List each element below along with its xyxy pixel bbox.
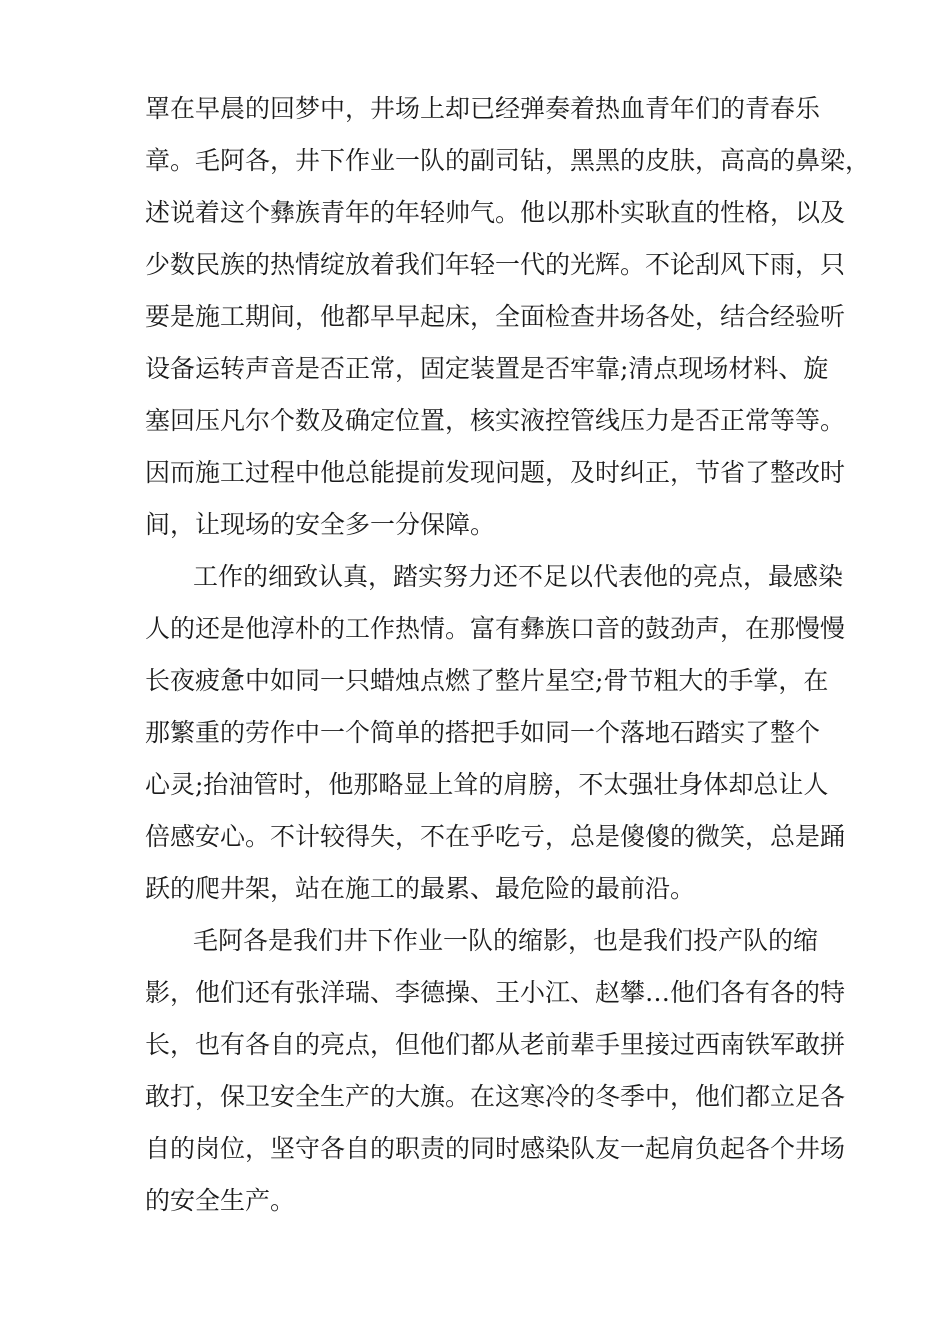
paragraph-1-line-2: 章。毛阿各，井下作业一队的副司钻，黑黑的皮肤，高高的鼻梁， <box>145 146 871 175</box>
paragraph-3-line-3: 长，也有各自的亮点，但他们都从老前辈手里接过西南铁军敢拼 <box>145 1030 846 1059</box>
paragraph-3-line-6: 的安全生产。 <box>145 1186 296 1215</box>
paragraph-1-line-1: 罩在早晨的回梦中，井场上却已经弹奏着热血青年们的青春乐 <box>145 94 821 123</box>
paragraph-2-line-2: 人的还是他淳朴的工作热情。富有彝族口音的鼓劲声，在那慢慢 <box>145 614 846 643</box>
paragraph-2-line-3: 长夜疲惫中如同一只蜡烛点燃了整片星空;骨节粗大的手掌，在 <box>145 666 829 695</box>
paragraph-2-line-4: 那繁重的劳作中一个简单的搭把手如同一个落地石踏实了整个 <box>145 718 821 747</box>
paragraph-1-line-7: 塞回压凡尔个数及确定位置，核实液控管线压力是否正常等等。 <box>145 406 846 435</box>
paragraph-1-line-4: 少数民族的热情绽放着我们年轻一代的光辉。不论刮风下雨，只 <box>145 250 846 279</box>
paragraph-2-line-6: 倍感安心。不计较得失，不在乎吃亏，总是傻傻的微笑，总是踊 <box>145 822 846 851</box>
paragraph-1-line-5: 要是施工期间，他都早早起床，全面检查井场各处，结合经验听 <box>145 302 846 331</box>
paragraph-3-line-2: 影，他们还有张洋瑞、李德操、王小江、赵攀…他们各有各的特 <box>145 978 846 1007</box>
paragraph-2 <box>145 562 846 904</box>
paragraph-3 <box>145 926 846 1216</box>
paragraph-1 <box>145 94 871 540</box>
paragraph-2-line-5: 心灵;抬油管时，他那略显上耸的肩膀，不太强壮身体却总让人 <box>145 770 829 799</box>
paragraph-3-line-1: 毛阿各是我们井下作业一队的缩影，也是我们投产队的缩 <box>193 926 819 955</box>
paragraph-1-line-8: 因而施工过程中他总能提前发现问题，及时纠正，节省了整改时 <box>145 458 846 487</box>
paragraph-3-line-4: 敢打，保卫安全生产的大旗。在这寒冷的冬季中，他们都立足各 <box>145 1082 846 1111</box>
document-body <box>145 94 871 1238</box>
paragraph-1-line-9: 间，让现场的安全多一分保障。 <box>145 510 496 539</box>
paragraph-1-line-3: 述说着这个彝族青年的年轻帅气。他以那朴实耿直的性格，以及 <box>145 198 846 227</box>
paragraph-2-line-7: 跃的爬井架，站在施工的最累、最危险的最前沿。 <box>145 874 696 903</box>
paragraph-3-line-5: 自的岗位，坚守各自的职责的同时感染队友一起肩负起各个井场 <box>145 1134 846 1163</box>
paragraph-2-line-1: 工作的细致认真，踏实努力还不足以代表他的亮点，最感染 <box>193 562 844 591</box>
paragraph-1-line-6: 设备运转声音是否正常，固定装置是否牢靠;清点现场材料、旋 <box>145 354 829 383</box>
